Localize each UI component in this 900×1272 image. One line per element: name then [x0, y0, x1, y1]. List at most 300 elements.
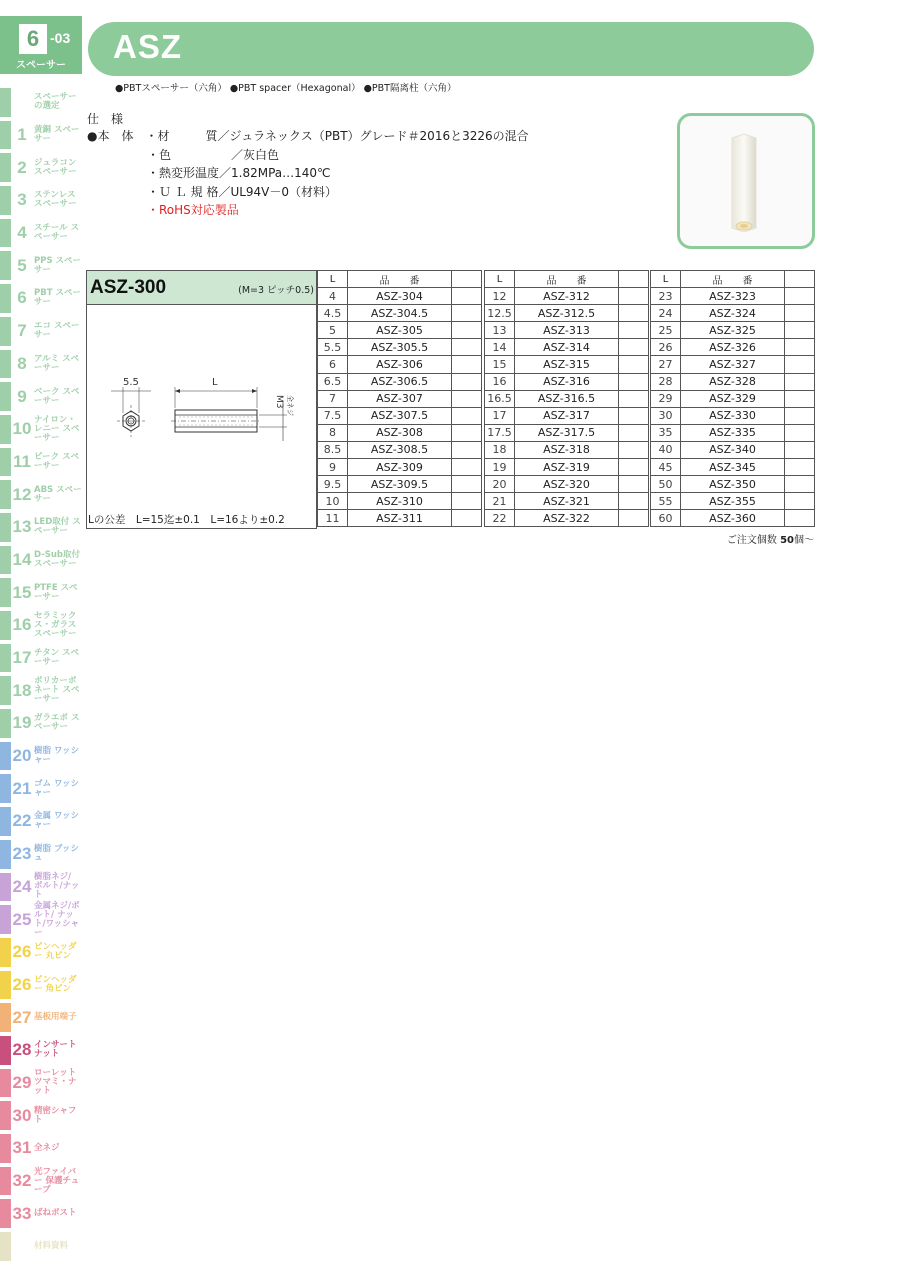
cell-part-number: ASZ-318	[515, 441, 619, 458]
sidebar-item-label: ABS スペーサー	[34, 484, 82, 504]
sidebar-item[interactable]	[0, 642, 82, 675]
sidebar-item[interactable]	[0, 1132, 82, 1165]
product-box	[86, 270, 317, 529]
sidebar-color-strip	[0, 578, 11, 607]
table-row	[485, 322, 649, 339]
table-row	[485, 305, 649, 322]
sidebar-item-number: 32	[12, 1171, 32, 1191]
sidebar-item-number: 19	[12, 713, 32, 733]
sidebar-item-number: 3	[17, 190, 27, 210]
column-header-blank	[452, 271, 482, 288]
sidebar-item[interactable]	[0, 576, 82, 609]
sidebar-item-label: インサート ナット	[34, 1040, 77, 1060]
table-row	[651, 493, 815, 510]
cell-blank	[785, 373, 815, 390]
sidebar-color-strip	[0, 611, 11, 640]
title-bar	[88, 22, 814, 76]
sidebar-item-label: ナイロン・レニー スペーサー	[34, 414, 80, 443]
cell-length: 8.5	[318, 441, 348, 458]
cell-blank	[619, 305, 649, 322]
sidebar-item-label: 樹脂 ワッシャー	[34, 746, 80, 766]
sidebar-item[interactable]	[0, 707, 82, 740]
column-header-part-number: 品 番	[515, 271, 619, 288]
sidebar-item-number: 13	[12, 517, 32, 537]
cell-blank	[619, 476, 649, 493]
sidebar-color-strip	[0, 88, 11, 117]
cell-blank	[452, 459, 482, 476]
cell-part-number: ASZ-321	[515, 493, 619, 510]
cell-part-number: ASZ-307	[348, 390, 452, 407]
sidebar-item-label: ピーク スペーサー	[34, 451, 80, 471]
sidebar-item-number: 28	[12, 1040, 32, 1060]
cell-length: 4.5	[318, 305, 348, 322]
sidebar-item[interactable]	[0, 674, 82, 707]
sidebar-item[interactable]	[0, 1034, 82, 1067]
sidebar-item-label: 黄銅 スペーサー	[34, 125, 80, 145]
model-name: ASZ-300	[90, 277, 167, 298]
table-row	[485, 459, 649, 476]
cell-blank	[619, 424, 649, 441]
sidebar-color-strip	[0, 513, 11, 542]
column-header-part-number: 品 番	[681, 271, 785, 288]
cell-blank	[452, 424, 482, 441]
sidebar-color-strip	[0, 350, 11, 379]
cell-part-number: ASZ-311	[348, 510, 452, 527]
product-header	[87, 271, 316, 305]
cell-blank	[785, 322, 815, 339]
product-photo	[677, 113, 815, 249]
cell-blank	[452, 373, 482, 390]
cell-part-number: ASZ-326	[681, 339, 785, 356]
cell-length: 27	[651, 356, 681, 373]
sidebar-item[interactable]	[0, 871, 82, 904]
sidebar-color-strip	[0, 644, 11, 673]
sidebar-item-number: 14	[12, 549, 32, 569]
table-row	[651, 424, 815, 441]
cell-length: 45	[651, 459, 681, 476]
cell-part-number: ASZ-335	[681, 424, 785, 441]
spec-heading: 仕 様	[87, 112, 124, 126]
cell-length: 20	[485, 476, 515, 493]
sidebar-item-number: 27	[12, 1007, 32, 1027]
chapter-label: スペーサー	[16, 60, 66, 71]
sidebar-item-number: 29	[12, 1072, 32, 1092]
sidebar-color-strip	[0, 1232, 11, 1261]
sidebar-item-label: 光ファイバー 保護チューブ	[34, 1166, 80, 1195]
cell-blank	[619, 322, 649, 339]
order-suffix: 個～	[794, 535, 814, 546]
cell-length: 40	[651, 441, 681, 458]
sidebar-item[interactable]	[0, 282, 82, 315]
sidebar-item-label: ばねポスト	[34, 1208, 77, 1219]
column-header-blank	[785, 271, 815, 288]
cell-length: 10	[318, 493, 348, 510]
sidebar-item-number: 23	[12, 844, 32, 864]
cell-part-number: ASZ-340	[681, 441, 785, 458]
sidebar-item[interactable]	[0, 772, 82, 805]
page-title: ASZ	[113, 28, 182, 65]
sidebar-item[interactable]	[0, 1197, 82, 1230]
sidebar-item-number: 24	[12, 876, 32, 896]
sidebar-item-label: LED取付 スペーサー	[34, 517, 81, 537]
sidebar-color-strip	[0, 840, 11, 869]
cell-length: 55	[651, 493, 681, 510]
order-qty: 50	[780, 535, 794, 546]
cell-length: 5	[318, 322, 348, 339]
cell-blank	[452, 322, 482, 339]
chapter-badge	[0, 16, 82, 74]
cell-part-number: ASZ-305	[348, 322, 452, 339]
table-row	[651, 356, 815, 373]
sidebar-item-number: 4	[17, 223, 27, 243]
sidebar-item[interactable]	[0, 740, 82, 773]
sidebar-color-strip	[0, 742, 11, 771]
sidebar-color-strip	[0, 448, 11, 477]
sidebar-item-label: ジュラコン スペーサー	[34, 157, 77, 177]
dim-length-label: L	[212, 377, 218, 388]
sidebar-item[interactable]	[0, 544, 82, 577]
cell-blank	[619, 441, 649, 458]
table-row	[651, 305, 815, 322]
cell-part-number: ASZ-317	[515, 407, 619, 424]
sidebar-item[interactable]	[0, 348, 82, 381]
sidebar-color-strip	[0, 1134, 11, 1163]
sidebar-item[interactable]	[0, 119, 82, 152]
cell-blank	[452, 339, 482, 356]
sidebar-item-number: 17	[12, 648, 32, 668]
cell-length: 13	[485, 322, 515, 339]
sidebar-item[interactable]	[0, 1230, 82, 1263]
cell-length: 60	[651, 510, 681, 527]
table-row	[651, 339, 815, 356]
cell-part-number: ASZ-314	[515, 339, 619, 356]
sidebar-item-label: PBT スペーサー	[34, 288, 81, 308]
column-header-l: L	[485, 271, 515, 288]
table-header-row	[485, 271, 649, 288]
table-row	[318, 339, 482, 356]
cell-part-number: ASZ-330	[681, 407, 785, 424]
cell-length: 21	[485, 493, 515, 510]
sidebar-color-strip	[0, 382, 11, 411]
cell-part-number: ASZ-312	[515, 288, 619, 305]
cell-part-number: ASZ-307.5	[348, 407, 452, 424]
sidebar-item-number: 2	[17, 157, 27, 177]
sidebar-item-label: 基板用端子	[34, 1012, 77, 1023]
cell-blank	[785, 459, 815, 476]
page-number: -03	[50, 30, 71, 46]
cell-length: 23	[651, 288, 681, 305]
cell-part-number: ASZ-306.5	[348, 373, 452, 390]
table-row	[318, 305, 482, 322]
sidebar-item[interactable]	[0, 1099, 82, 1132]
table-header-row	[318, 271, 482, 288]
cell-length: 30	[651, 407, 681, 424]
sidebar-item-label: チタン スペーサー	[34, 648, 80, 668]
sidebar-item-number: 16	[12, 615, 32, 635]
cell-blank	[785, 407, 815, 424]
sidebar-item[interactable]	[0, 609, 82, 642]
cell-part-number: ASZ-310	[348, 493, 452, 510]
sidebar-color-strip	[0, 186, 11, 215]
cell-blank	[785, 493, 815, 510]
table-row	[318, 424, 482, 441]
spec-block	[87, 127, 529, 220]
cell-blank	[785, 390, 815, 407]
cell-blank	[619, 510, 649, 527]
sidebar-item-number: 11	[13, 451, 31, 471]
sidebar-item[interactable]	[0, 217, 82, 250]
column-header-blank	[619, 271, 649, 288]
table-row	[318, 441, 482, 458]
sidebar-color-strip	[0, 480, 11, 509]
column-header-l: L	[651, 271, 681, 288]
part-table-2	[484, 270, 649, 527]
cell-blank	[785, 288, 815, 305]
sidebar-color-strip	[0, 709, 11, 738]
sidebar-item[interactable]	[0, 1067, 82, 1100]
sidebar-item[interactable]	[0, 446, 82, 479]
cell-length: 12.5	[485, 305, 515, 322]
cell-length: 14	[485, 339, 515, 356]
sidebar-item-number: 9	[17, 386, 27, 406]
sidebar-color-strip	[0, 317, 11, 346]
sidebar-item-number: 12	[12, 484, 32, 504]
table-row	[485, 373, 649, 390]
sidebar-item[interactable]	[0, 838, 82, 871]
sidebar-item[interactable]	[0, 1165, 82, 1198]
cell-length: 18	[485, 441, 515, 458]
cell-length: 25	[651, 322, 681, 339]
sidebar-item-number: 21	[12, 778, 32, 798]
sidebar-item-number: 15	[12, 582, 32, 602]
sidebar-color-strip	[0, 938, 11, 967]
sidebar-color-strip	[0, 546, 11, 575]
sidebar-color-strip	[0, 153, 11, 182]
cell-blank	[785, 339, 815, 356]
table-row	[651, 476, 815, 493]
cell-length: 19	[485, 459, 515, 476]
sidebar-item[interactable]	[0, 86, 82, 119]
sidebar-color-strip	[0, 971, 11, 1000]
sidebar-item[interactable]	[0, 380, 82, 413]
cell-part-number: ASZ-323	[681, 288, 785, 305]
sidebar-item-number: 8	[17, 353, 27, 373]
chapter-number: 6	[19, 24, 47, 54]
cell-length: 29	[651, 390, 681, 407]
table-row	[318, 493, 482, 510]
sidebar-item[interactable]	[0, 511, 82, 544]
sidebar-item-label: アルミ スペーサー	[34, 353, 80, 373]
table-row	[318, 459, 482, 476]
table-row	[651, 510, 815, 527]
cell-part-number: ASZ-306	[348, 356, 452, 373]
cell-length: 24	[651, 305, 681, 322]
sidebar-item-label: ガラエポ スペーサー	[34, 713, 80, 733]
dimension-drawing	[87, 305, 316, 495]
cell-part-number: ASZ-308	[348, 424, 452, 441]
sidebar-item-label: セラミックス・ガラス スペーサー	[34, 610, 77, 639]
cell-part-number: ASZ-350	[681, 476, 785, 493]
cell-part-number: ASZ-304	[348, 288, 452, 305]
table-header-row	[651, 271, 815, 288]
cell-blank	[785, 356, 815, 373]
cell-part-number: ASZ-325	[681, 322, 785, 339]
sidebar-item-number: 25	[12, 909, 32, 929]
sidebar-item-label: スチール スペーサー	[34, 223, 80, 243]
column-header-l: L	[318, 271, 348, 288]
sidebar-item-label: PTFE スペーサー	[34, 582, 78, 602]
sidebar-color-strip	[0, 1199, 11, 1228]
cell-part-number: ASZ-315	[515, 356, 619, 373]
sidebar-item-label: D-Sub取付 スペーサー	[34, 549, 80, 569]
sidebar-item-label: 金属 ワッシャー	[34, 811, 80, 831]
cell-part-number: ASZ-319	[515, 459, 619, 476]
sidebar-item-label: ピンヘッダー 角ピン	[34, 974, 77, 994]
sidebar-item-label: 材料資料	[34, 1240, 69, 1251]
sidebar-item[interactable]	[0, 249, 82, 282]
sidebar-color-strip	[0, 1069, 11, 1098]
sidebar-item[interactable]	[0, 413, 82, 446]
sidebar-item-label: 金属ネジ/ボルト/ ナット/ワッシャー	[34, 900, 80, 938]
sidebar-item-number: 22	[12, 811, 32, 831]
sidebar-item[interactable]	[0, 151, 82, 184]
order-note	[727, 531, 814, 546]
sidebar-item-number: 30	[12, 1105, 32, 1125]
column-header-part-number: 品 番	[348, 271, 452, 288]
table-row	[318, 288, 482, 305]
cell-length: 7.5	[318, 407, 348, 424]
cell-blank	[452, 510, 482, 527]
sidebar-color-strip	[0, 121, 11, 150]
table-row	[485, 356, 649, 373]
table-row	[318, 390, 482, 407]
sidebar-item[interactable]	[0, 315, 82, 348]
table-row	[318, 510, 482, 527]
sidebar-item-number: 10	[12, 419, 32, 439]
cell-part-number: ASZ-309.5	[348, 476, 452, 493]
sidebar-item-label: スペーサー の選定	[34, 92, 77, 112]
cell-length: 50	[651, 476, 681, 493]
sidebar-color-strip	[0, 807, 11, 836]
cell-blank	[452, 441, 482, 458]
cell-length: 26	[651, 339, 681, 356]
table-row	[651, 322, 815, 339]
cell-part-number: ASZ-305.5	[348, 339, 452, 356]
cell-part-number: ASZ-309	[348, 459, 452, 476]
cell-blank	[452, 493, 482, 510]
cell-length: 11	[318, 510, 348, 527]
sidebar-item[interactable]	[0, 805, 82, 838]
sidebar-item[interactable]	[0, 900, 82, 938]
table-row	[318, 373, 482, 390]
part-table-3	[650, 270, 815, 527]
sidebar-item-number: 26	[12, 974, 32, 994]
cell-blank	[452, 390, 482, 407]
cell-part-number: ASZ-316	[515, 373, 619, 390]
sidebar-item[interactable]	[0, 936, 82, 969]
cell-length: 6.5	[318, 373, 348, 390]
cell-part-number: ASZ-308.5	[348, 441, 452, 458]
sidebar-item-number: 33	[12, 1203, 32, 1223]
spec-row-material: ●本 体 ・材 質／ジュラネックス（PBT）グレード＃2016と3226の混合	[87, 129, 529, 143]
cell-blank	[452, 356, 482, 373]
table-row	[651, 407, 815, 424]
cell-part-number: ASZ-313	[515, 322, 619, 339]
table-row	[651, 373, 815, 390]
cell-part-number: ASZ-304.5	[348, 305, 452, 322]
sidebar-item-number: 20	[12, 746, 32, 766]
cell-blank	[619, 288, 649, 305]
sidebar-item[interactable]	[0, 478, 82, 511]
sidebar-item-number: 26	[12, 942, 32, 962]
sidebar-color-strip	[0, 873, 11, 902]
table-row	[651, 459, 815, 476]
cell-length: 4	[318, 288, 348, 305]
sidebar-item-label: 樹脂 ブッシュ	[34, 844, 79, 864]
cell-blank	[619, 493, 649, 510]
sidebar-color-strip	[0, 1036, 11, 1065]
sidebar-item-label: 樹脂ネジ/ ボルト/ナット	[34, 872, 80, 901]
sidebar-nav	[0, 86, 82, 1263]
cell-part-number: ASZ-360	[681, 510, 785, 527]
cell-part-number: ASZ-324	[681, 305, 785, 322]
table-row	[485, 390, 649, 407]
sidebar-color-strip	[0, 284, 11, 313]
table-row	[651, 441, 815, 458]
table-row	[485, 493, 649, 510]
sidebar-item-number: 1	[17, 125, 27, 145]
cell-length: 35	[651, 424, 681, 441]
cell-blank	[619, 407, 649, 424]
sidebar-item-label: PPS スペーサー	[34, 255, 82, 275]
cell-blank	[452, 476, 482, 493]
sidebar-item-number: 31	[12, 1138, 32, 1158]
sidebar-color-strip	[0, 251, 11, 280]
table-row	[485, 288, 649, 305]
sidebar-item-number: 6	[17, 288, 27, 308]
sidebar-color-strip	[0, 676, 11, 705]
sidebar-item-number: 5	[17, 255, 27, 275]
order-prefix: ご注文個数	[726, 535, 781, 546]
sidebar-color-strip	[0, 905, 11, 934]
cell-blank	[452, 407, 482, 424]
cell-blank	[785, 510, 815, 527]
cell-blank	[619, 390, 649, 407]
cell-blank	[452, 288, 482, 305]
cell-part-number: ASZ-316.5	[515, 390, 619, 407]
cell-part-number: ASZ-345	[681, 459, 785, 476]
table-row	[651, 288, 815, 305]
table-row	[318, 407, 482, 424]
cell-length: 7	[318, 390, 348, 407]
page-subtitle: ●PBTスペーサー（六角） ●PBT spacer（Hexagonal） ●PBT隔离柱（六角）	[115, 83, 457, 94]
sidebar-item[interactable]	[0, 184, 82, 217]
table-row	[318, 322, 482, 339]
table-row	[318, 476, 482, 493]
dim-thread-note: 全ネジ	[286, 395, 294, 416]
sidebar-item[interactable]	[0, 1001, 82, 1034]
sidebar-item-label: エコ スペーサー	[34, 321, 80, 341]
cell-length: 9	[318, 459, 348, 476]
cell-length: 5.5	[318, 339, 348, 356]
sidebar-item[interactable]	[0, 969, 82, 1002]
sidebar-item-label: ステンレス スペーサー	[34, 190, 77, 210]
cell-part-number: ASZ-329	[681, 390, 785, 407]
cell-part-number: ASZ-328	[681, 373, 785, 390]
cell-length: 28	[651, 373, 681, 390]
table-row	[485, 339, 649, 356]
spec-row-rohs: ・RoHS対応製品	[87, 203, 239, 217]
